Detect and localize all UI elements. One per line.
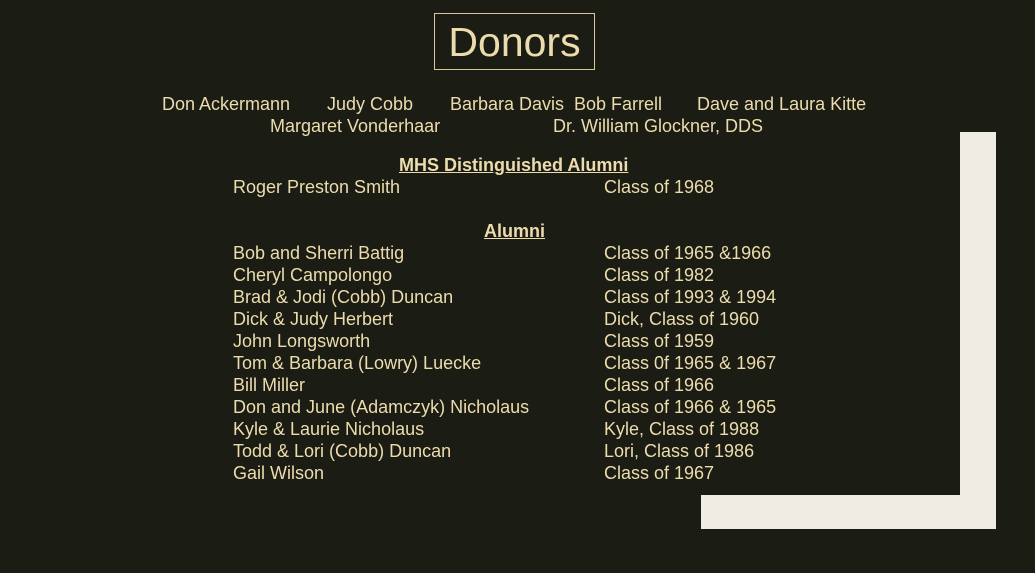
donor-name: Margaret Vonderhaar: [270, 116, 441, 136]
alumni-name: Todd & Lori (Cobb) Duncan: [233, 441, 452, 461]
alumni-name: Bill Miller: [233, 375, 305, 395]
decor-bar-horizontal: [701, 495, 996, 529]
donor-name: Dr. William Glockner, DDS: [553, 116, 764, 136]
distinguished-alumni-name: Roger Preston Smith: [233, 177, 401, 197]
alumni-class: Class of 1965 &1966: [604, 243, 772, 263]
distinguished-alumni-heading: MHS Distinguished Alumni: [399, 155, 629, 175]
alumni-name: Gail Wilson: [233, 463, 325, 483]
alumni-class: Dick, Class of 1960: [604, 309, 760, 329]
alumni-name: John Longsworth: [233, 331, 371, 351]
alumni-class: Class of 1967: [604, 463, 715, 483]
alumni-class: Class of 1966: [604, 375, 715, 395]
alumni-heading: Alumni: [484, 221, 545, 241]
donor-name: Bob Farrell: [574, 94, 663, 114]
alumni-class: Class of 1993 & 1994: [604, 287, 777, 307]
alumni-class: Class of 1959: [604, 331, 715, 351]
title-box: [434, 13, 595, 70]
page-title: Donors: [448, 19, 581, 65]
donor-name: Don Ackermann: [162, 94, 291, 114]
alumni-name: Dick & Judy Herbert: [233, 309, 394, 329]
alumni-name: Cheryl Campolongo: [233, 265, 393, 285]
alumni-name: Tom & Barbara (Lowry) Luecke: [233, 353, 482, 373]
alumni-name: Bob and Sherri Battig: [233, 243, 405, 263]
donor-name: Judy Cobb: [327, 94, 414, 114]
alumni-class: Class of 1966 & 1965: [604, 397, 777, 417]
alumni-name: Don and June (Adamczyk) Nicholaus: [233, 397, 530, 417]
alumni-class: Kyle, Class of 1988: [604, 419, 760, 439]
decor-bar-vertical: [960, 132, 996, 529]
alumni-class: Class of 1982: [604, 265, 715, 285]
alumni-name: Kyle & Laurie Nicholaus: [233, 419, 425, 439]
alumni-class: Lori, Class of 1986: [604, 441, 755, 461]
distinguished-alumni-class: Class of 1968: [604, 177, 715, 197]
donor-name: Barbara Davis: [450, 94, 565, 114]
alumni-name: Brad & Jodi (Cobb) Duncan: [233, 287, 454, 307]
donor-name: Dave and Laura Kitte: [697, 94, 867, 114]
alumni-class: Class 0f 1965 & 1967: [604, 353, 777, 373]
